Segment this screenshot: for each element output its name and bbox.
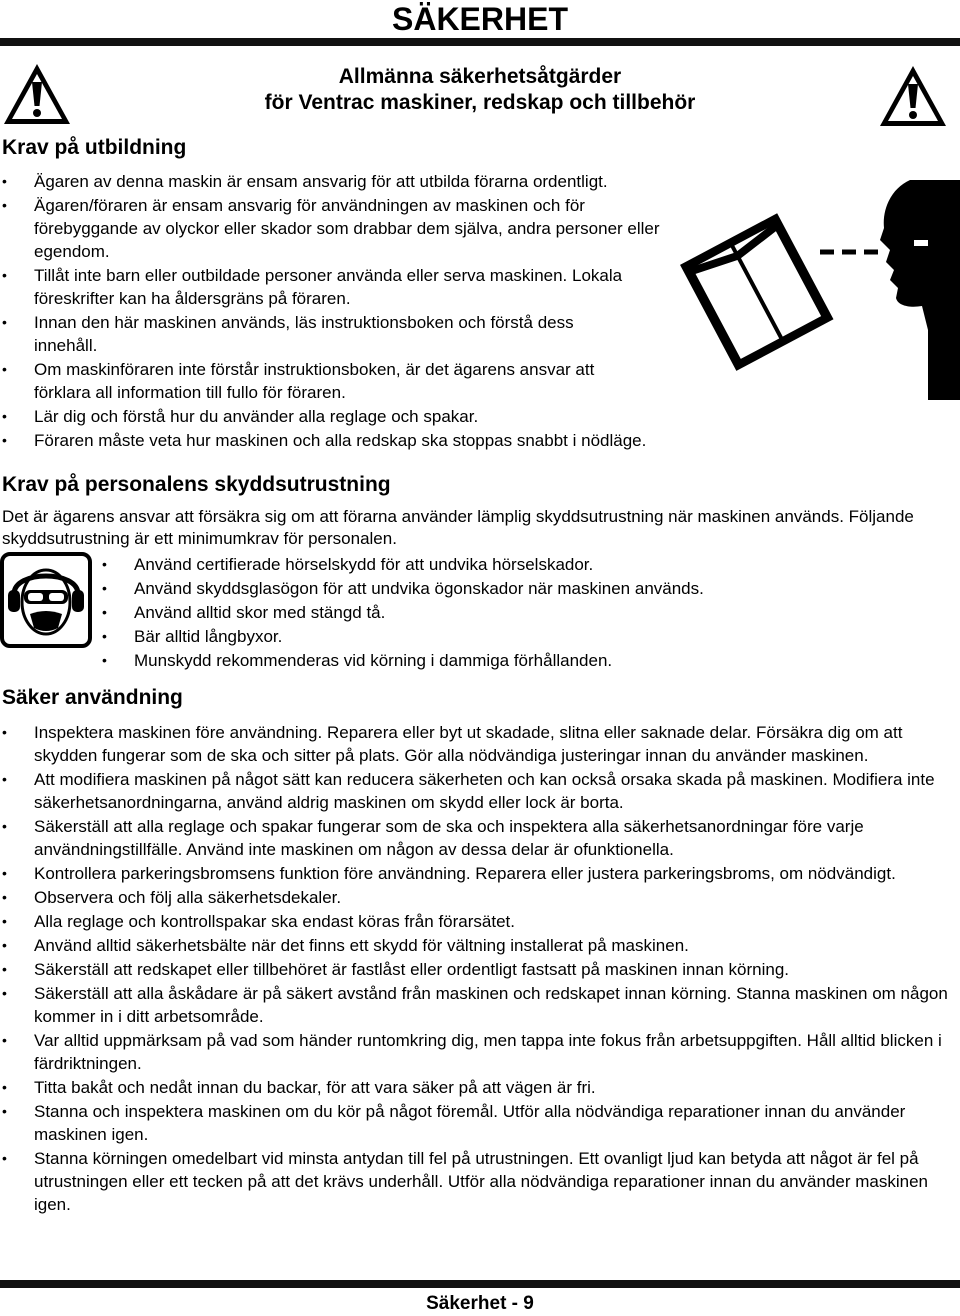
document-subtitle <box>180 64 780 116</box>
list-item: • Alla reglage och kontrollspakar ska endast köras från förarsätet. <box>0 910 960 933</box>
training-heading: Krav på utbildning <box>2 136 187 159</box>
list-item: • Stanna körningen omedelbart vid minsta antydan till fel på utrustningen. Ett ovanligt ljud kan betyda att något är fel på utrustningen eller ett tecken på att det krävs underhåll. Utför alla nödvändiga reparationer innan du använder maskinen igen. <box>0 1147 960 1216</box>
subtitle-line-1: Allmänna säkerhetsåtgärder <box>338 65 622 88</box>
list-item: • Om maskinföraren inte förstår instruktionsboken, är det ägarens ansvar att förklara all information till fullo för föraren. <box>0 358 670 404</box>
page-title: SÄKERHET <box>391 1 568 37</box>
list-item: • Ägaren/föraren är ensam ansvarig för användningen av maskinen och för förebyggande av olyckor eller skador som drabbar dem själva, andra personer eller egendom. <box>0 194 670 263</box>
list-item: • Säkerställ att alla reglage och spakar fungerar som de ska och inspektera alla säkerhetsanordningar före varje användningstillfälle. Använd inte maskinen om någon av dessa delar är ofunktionella. <box>0 815 960 861</box>
list-item: • Föraren måste veta hur maskinen och alla redskap ska stoppas snabbt i nödläge. <box>0 429 770 452</box>
page-number: Säkerhet - 9 <box>426 1293 534 1314</box>
list-item: • Bär alltid långbyxor. <box>100 625 860 648</box>
list-item: • Ägaren av denna maskin är ensam ansvarig för att utbilda förarna ordentligt. <box>0 170 770 193</box>
protective-equipment-icon <box>0 552 92 648</box>
read-manual-icon <box>660 180 960 400</box>
footer-rule <box>0 1280 960 1288</box>
list-item: • Titta bakåt och nedåt innan du backar, för att vara säker på att vägen är fri. <box>0 1076 960 1099</box>
list-item: • Använd alltid säkerhetsbälte när det finns ett skydd för vältning installerat på maskinen. <box>0 934 960 957</box>
subtitle-line-2: för Ventrac maskiner, redskap och tillbehör <box>264 91 696 114</box>
list-item: • Stanna och inspektera maskinen om du kör på något föremål. Utför alla nödvändiga reparationer innan du använder maskinen igen. <box>0 1100 960 1146</box>
list-item: • Lär dig och förstå hur du använder alla reglage och spakar. <box>0 405 670 428</box>
training-list <box>0 170 670 452</box>
list-item: • Observera och följ alla säkerhetsdekaler. <box>0 886 960 909</box>
warning-triangle-icon <box>878 64 948 128</box>
safe-use-list <box>0 719 960 1216</box>
list-item: • Att modifiera maskinen på något sätt kan reducera säkerheten och kan också orsaka skada på maskinen. Modifiera inte säkerhetsanordningarna, använd aldrig maskinen om skydd eller lock är borta. <box>0 768 960 814</box>
list-item: • Använd certifierade hörselskydd för att undvika hörselskador. <box>100 553 860 576</box>
list-item: • Använd alltid skor med stängd tå. <box>100 601 860 624</box>
list-item: • Innan den här maskinen används, läs instruktionsboken och förstå dess innehåll. <box>0 311 670 357</box>
list-item: • Inspektera maskinen före användning. Reparera eller byt ut skadade, slitna eller saknade delar. Försäkra dig om att skydden fungerar som de ska och sitter på plats. Gör alla nödvändiga justeringar innan du använder maskinen. <box>0 721 960 767</box>
list-item: • Säkerställ att alla åskådare är på säkert avstånd från maskinen och redskapet innan körning. Stanna maskinen om någon kommer in i ditt arbetsområde. <box>0 982 960 1028</box>
ppe-heading: Krav på personalens skyddsutrustning <box>2 473 391 496</box>
header-rule <box>0 38 960 46</box>
list-item: • Säkerställ att redskapet eller tillbehöret är fastlåst eller ordentligt fastsatt på maskinen innan körning. <box>0 958 960 981</box>
ppe-intro: Det är ägarens ansvar att försäkra sig om att förarna använder lämplig skyddsutrustning när maskinen används. Följande skyddsutrustning är ett minimumkrav för personalen. <box>2 507 914 548</box>
ppe-list <box>100 552 860 672</box>
safe-use-heading: Säker användning <box>2 686 183 709</box>
list-item: • Munskydd rekommenderas vid körning i dammiga förhållanden. <box>100 649 860 672</box>
warning-triangle-icon <box>2 62 72 126</box>
list-item: • Kontrollera parkeringsbromsens funktion före användning. Reparera eller justera parkeringsbroms, om nödvändigt. <box>0 862 960 885</box>
list-item: • Tillåt inte barn eller outbildade personer använda eller serva maskinen. Lokala föreskrifter kan ha åldersgräns på föraren. <box>0 264 670 310</box>
list-item: • Använd skyddsglasögon för att undvika ögonskador när maskinen används. <box>100 577 860 600</box>
list-item: • Var alltid uppmärksam på vad som händer runtomkring dig, men tappa inte fokus från arbetsuppgiften. Håll alltid blicken i färdriktningen. <box>0 1029 960 1075</box>
